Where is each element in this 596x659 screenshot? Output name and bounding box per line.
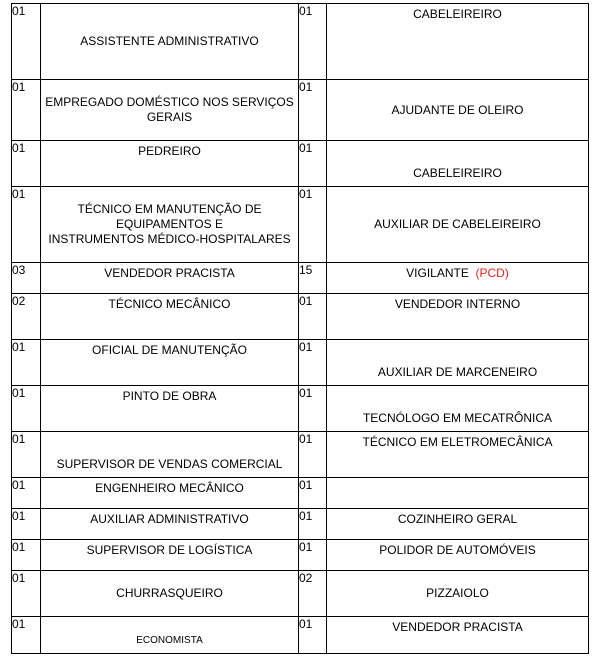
left-job-title-cell — [41, 4, 299, 80]
job-title: TÉCNICO MECÂNICO — [108, 297, 231, 311]
right-job-title-cell — [327, 540, 589, 571]
right-vacancy-count-cell: 01 — [299, 80, 327, 141]
table-row — [12, 571, 589, 617]
right-vacancy-count-cell: 01 — [299, 141, 327, 187]
left-vacancy-count-cell: 01 — [12, 617, 41, 654]
right-job-title-cell — [327, 263, 589, 294]
left-vacancy-count-cell: 01 — [12, 141, 41, 187]
left-job-title-cell — [41, 187, 299, 263]
right-job-title-cell — [327, 294, 589, 340]
right-job-title-cell — [327, 617, 589, 654]
left-vacancy-count-cell: 01 — [12, 386, 41, 432]
left-job-title-cell — [41, 294, 299, 340]
job-title: POLIDOR DE AUTOMÓVEIS — [379, 543, 536, 557]
job-title: VENDEDOR PRACISTA — [392, 620, 523, 634]
left-vacancy-count-cell: 01 — [12, 478, 41, 509]
right-vacancy-count-cell: 01 — [299, 432, 327, 478]
job-title: CABELEIREIRO — [413, 166, 502, 180]
table-row — [12, 340, 589, 386]
right-job-title-cell — [327, 141, 589, 187]
table-row — [12, 80, 589, 141]
job-title: ENGENHEIRO MECÂNICO — [95, 481, 244, 495]
job-title: TÉCNICO EM MANUTENÇÃO DE EQUIPAMENTOS E INSTRUMENTOS MÉDICO-HOSPITALARES — [48, 202, 291, 246]
table-row — [12, 478, 589, 509]
job-title: COZINHEIRO GERAL — [397, 512, 518, 526]
left-job-title-cell — [41, 540, 299, 571]
job-title: PINTO DE OBRA — [122, 389, 217, 403]
table-row — [12, 187, 589, 263]
job-vacancies-table-body — [12, 4, 589, 654]
left-job-title-cell — [41, 340, 299, 386]
right-vacancy-count-cell: 01 — [299, 478, 327, 509]
right-job-title-cell — [327, 478, 589, 509]
left-vacancy-count-cell: 03 — [12, 263, 41, 294]
table-row — [12, 263, 589, 294]
right-vacancy-count-cell: 01 — [299, 294, 327, 340]
job-title: EMPREGADO DOMÉSTICO NOS SERVIÇOS GERAIS — [45, 95, 294, 124]
right-job-title-cell — [327, 80, 589, 141]
job-title: VENDEDOR INTERNO — [394, 297, 521, 311]
right-vacancy-count-cell: 01 — [299, 509, 327, 540]
left-vacancy-count-cell: 01 — [12, 540, 41, 571]
right-job-title-cell — [327, 432, 589, 478]
left-vacancy-count-cell: 01 — [12, 4, 41, 80]
right-job-title-cell — [327, 386, 589, 432]
job-title: PIZZAIOLO — [426, 586, 489, 600]
job-title: PEDREIRO — [138, 144, 201, 158]
right-vacancy-count-cell: 02 — [299, 571, 327, 617]
left-vacancy-count-cell: 01 — [12, 571, 41, 617]
job-title: AUXILIAR DE MARCENEIRO — [377, 365, 538, 379]
table-row — [12, 294, 589, 340]
left-vacancy-count-cell: 02 — [12, 294, 41, 340]
right-vacancy-count-cell: 01 — [299, 4, 327, 80]
right-job-title-cell — [327, 340, 589, 386]
job-title: OFICIAL DE MANUTENÇÃO — [92, 343, 247, 357]
right-job-title-cell — [327, 571, 589, 617]
left-job-title-cell — [41, 386, 299, 432]
pcd-note: (PCD) — [475, 266, 509, 280]
left-vacancy-count-cell: 01 — [12, 509, 41, 540]
right-job-title-cell — [327, 509, 589, 540]
job-vacancies-table-container — [11, 3, 588, 654]
table-row — [12, 540, 589, 571]
table-row — [12, 386, 589, 432]
table-row — [12, 4, 589, 80]
job-title: AJUDANTE DE OLEIRO — [391, 102, 524, 117]
left-job-title-cell — [41, 478, 299, 509]
job-vacancies-table — [11, 3, 589, 654]
left-job-title-cell — [41, 263, 299, 294]
job-title: VIGILANTE — [406, 266, 469, 280]
job-title: SUPERVISOR DE LOGÍSTICA — [86, 543, 253, 557]
left-vacancy-count-cell: 01 — [12, 80, 41, 141]
right-job-title-cell — [327, 187, 589, 263]
job-title: CHURRASQUEIRO — [116, 586, 223, 600]
left-job-title-cell — [41, 571, 299, 617]
left-vacancy-count-cell: 01 — [12, 432, 41, 478]
left-vacancy-count-cell: 01 — [12, 340, 41, 386]
right-job-title-cell — [327, 4, 589, 80]
right-vacancy-count-cell: 01 — [299, 617, 327, 654]
left-job-title-cell — [41, 432, 299, 478]
left-job-title-cell — [41, 80, 299, 141]
left-job-title-cell — [41, 617, 299, 654]
right-vacancy-count-cell: 01 — [299, 187, 327, 263]
job-title: AUXILIAR DE CABELEIREIRO — [374, 217, 541, 231]
right-vacancy-count-cell: 01 — [299, 386, 327, 432]
left-vacancy-count-cell: 01 — [12, 187, 41, 263]
right-vacancy-count-cell: 15 — [299, 263, 327, 294]
left-job-title-cell — [41, 141, 299, 187]
table-row — [12, 141, 589, 187]
left-job-title-cell — [41, 509, 299, 540]
right-vacancy-count-cell: 01 — [299, 340, 327, 386]
job-title: SUPERVISOR DE VENDAS COMERCIAL — [56, 457, 283, 471]
table-row — [12, 509, 589, 540]
right-vacancy-count-cell: 01 — [299, 540, 327, 571]
job-title: ASSISTENTE ADMINISTRATIVO — [80, 34, 259, 48]
job-title: VENDEDOR PRACISTA — [104, 266, 235, 280]
job-title: TECNÓLOGO EM MECATRÔNICA — [362, 411, 553, 425]
job-title: ECONOMISTA — [136, 635, 203, 646]
job-title: AUXILIAR ADMINISTRATIVO — [90, 512, 249, 526]
job-title: TÉCNICO EM ELETROMECÂNICA — [362, 435, 553, 449]
job-title: CABELEIREIRO — [413, 7, 502, 21]
table-row — [12, 617, 589, 654]
table-row — [12, 432, 589, 478]
